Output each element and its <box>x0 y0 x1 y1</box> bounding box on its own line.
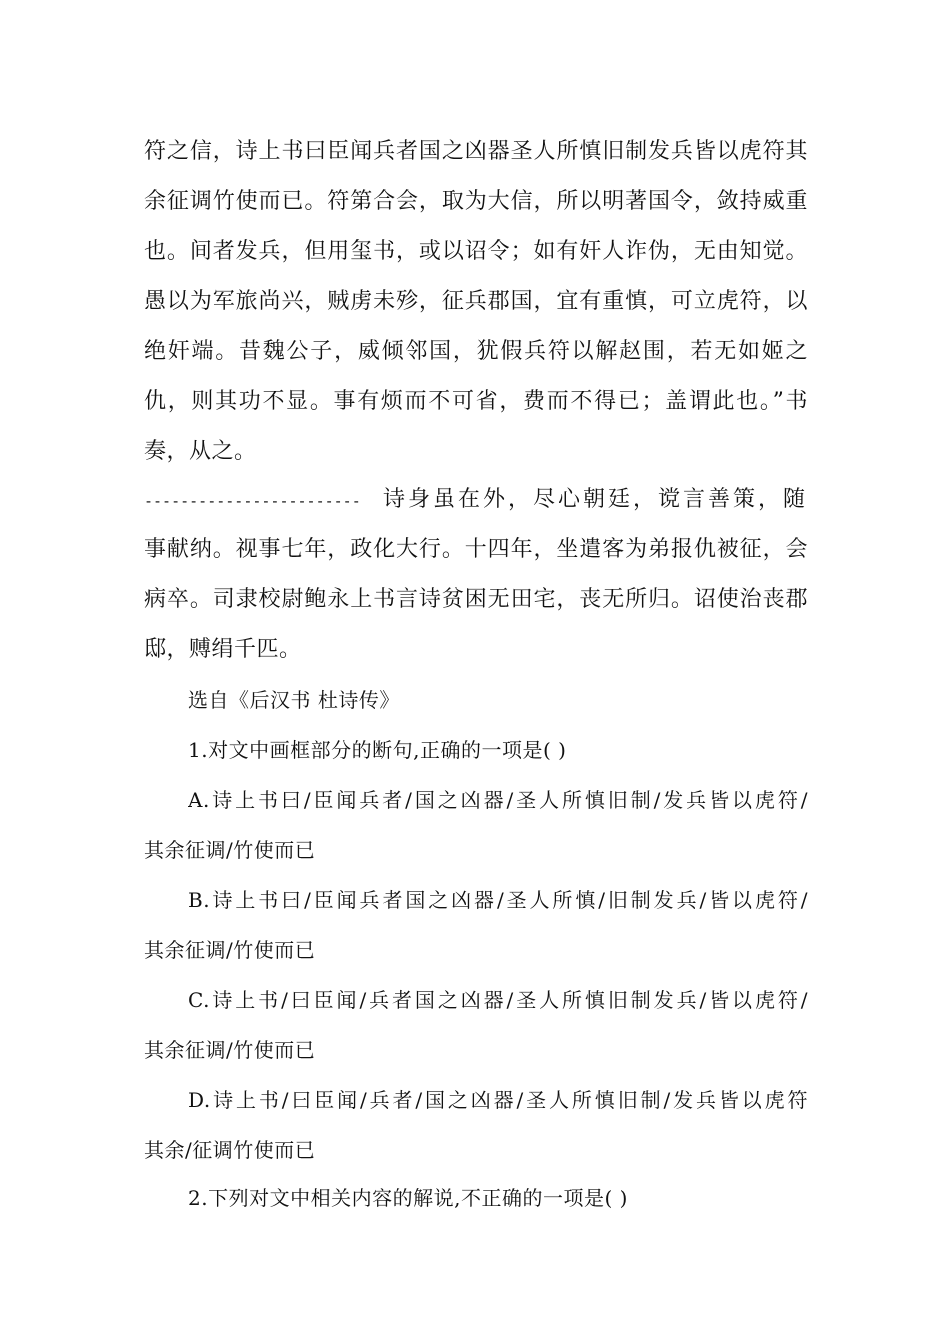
blank-line <box>144 485 808 516</box>
option-a-continued: 其余征调/竹使而已 <box>144 838 316 862</box>
source-citation: 选自《后汉书 杜诗传》 <box>188 688 400 712</box>
passage-line: 仇，则其功不显。事有烦而不可省，费而不得已；盖谓此也。”书 <box>144 389 808 414</box>
passage-line: 事献纳。视事七年，政化大行。十四年，坐遣客为弟报仇被征，会 <box>144 537 808 562</box>
option-b: B.诗上书曰/臣闻兵者国之凶器/圣人所慎/旧制发兵/皆以虎符/ <box>188 888 808 912</box>
question-stem: 1.对文中画框部分的断句,正确的一项是( ) <box>188 738 567 762</box>
passage-line: 邸，赙绢千匹。 <box>144 637 302 662</box>
passage-line: 也。间者发兵，但用玺书，或以诏令；如有奸人诈伪，无由知觉。 <box>144 239 808 264</box>
option-d: D.诗上书/曰臣闻/兵者/国之凶器/圣人所慎旧制/发兵皆以虎符 <box>188 1088 808 1112</box>
passage-line: 符之信，诗上书曰臣闻兵者国之凶器圣人所慎旧制发兵皆以虎符其 <box>144 139 808 164</box>
passage-line: 奏，从之。 <box>144 439 257 464</box>
passage-line: 诗身虽在外，尽心朝廷，谠言善策，随 <box>382 487 808 512</box>
option-c-continued: 其余征调/竹使而已 <box>144 1038 316 1062</box>
option-b-continued: 其余征调/竹使而已 <box>144 938 316 962</box>
passage-line: 绝奸端。昔魏公子，威倾邻国，犹假兵符以解赵围，若无如姬之 <box>144 339 808 364</box>
fill-blank: ------------------------ <box>144 492 361 510</box>
passage-line: 愚以为军旅尚兴，贼虏未殄，征兵郡国，宜有重慎，可立虎符，以 <box>144 289 808 314</box>
passage-line: 病卒。司隶校尉鲍永上书言诗贫困无田宅，丧无所归。诏使治丧郡 <box>144 587 808 612</box>
question-stem: 2.下列对文中相关内容的解说,不正确的一项是( ) <box>188 1186 628 1210</box>
option-a: A.诗上书曰/臣闻兵者/国之凶器/圣人所慎旧制/发兵皆以虎符/ <box>188 788 808 812</box>
option-c: C.诗上书/曰臣闻/兵者国之凶器/圣人所慎旧制发兵/皆以虎符/ <box>188 988 808 1012</box>
option-d-continued: 其余/征调竹使而已 <box>144 1138 316 1162</box>
passage-line: 余征调竹使而已。符第合会，取为大信，所以明著国令，敛持威重 <box>144 189 808 214</box>
